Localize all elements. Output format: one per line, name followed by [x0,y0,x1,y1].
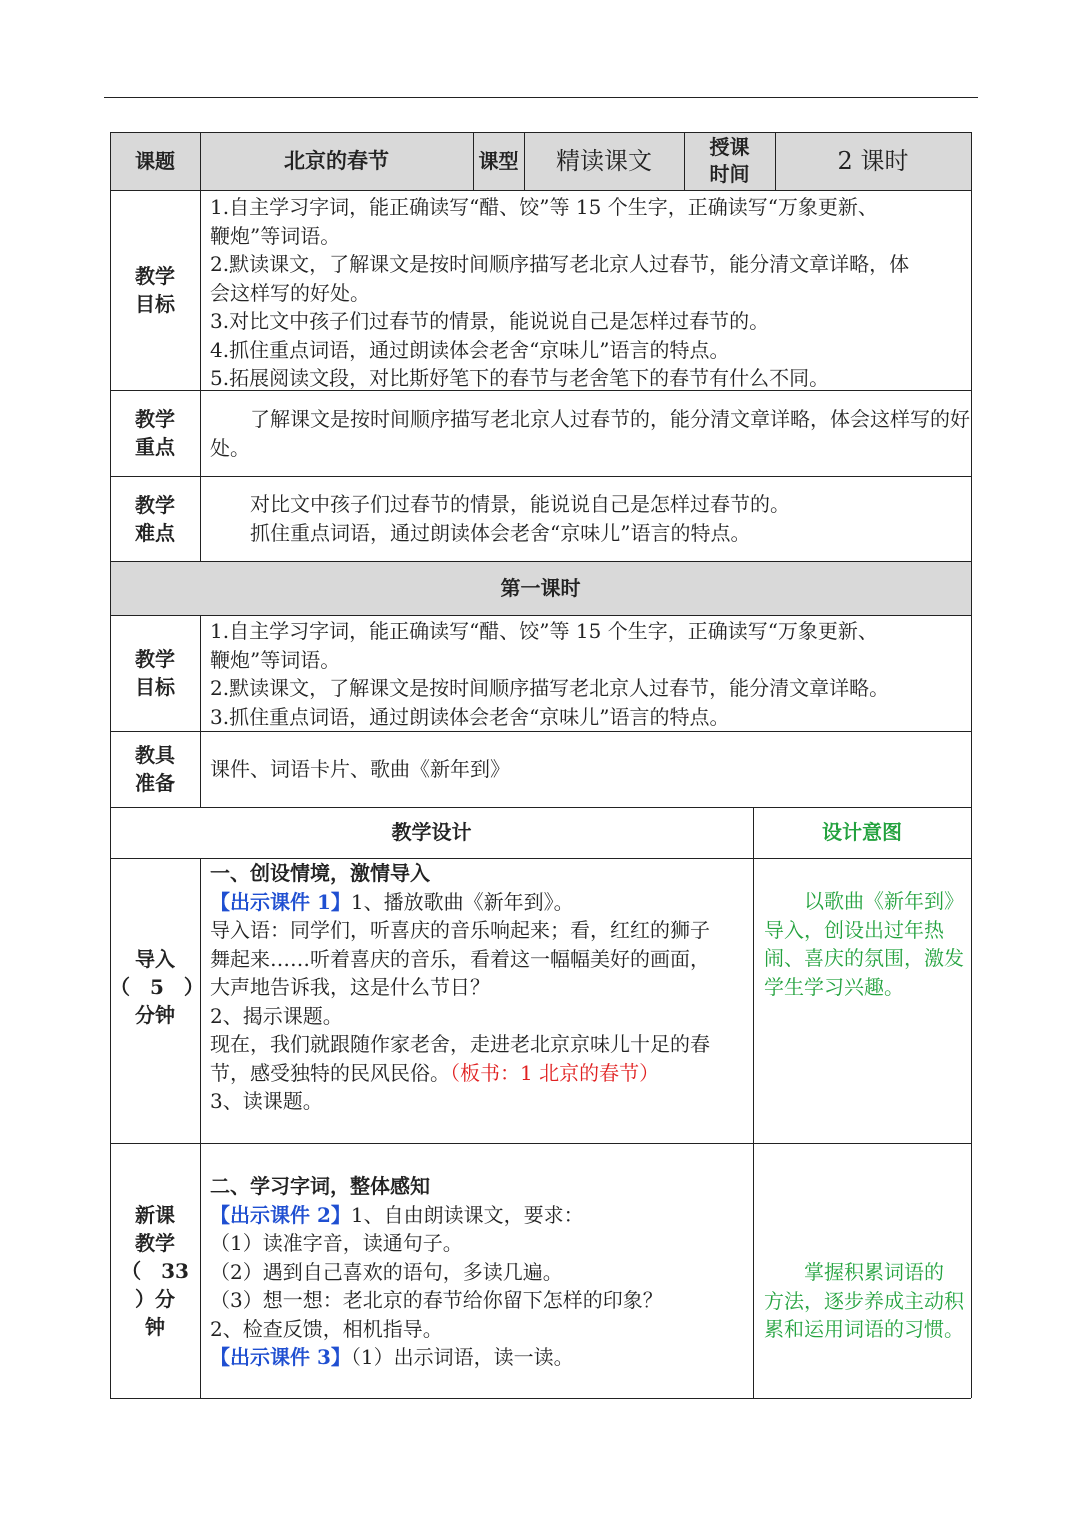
difficulty-line: 抓住重点词语，通过朗读体会老舍“京味儿”语言的特点。 [250,520,751,545]
lesson1-objective-line: 2.默读课文，了解课文是按时间顺序描写老北京人过春节，能分清文章详略。 [210,676,890,700]
table-line [473,132,474,190]
objective-line: 4.抓住重点词语，通过朗读体会老舍“京味儿”语言的特点。 [210,337,730,362]
new-lesson-line [210,1201,755,1230]
intro-label-2: （ 5 ） [110,975,204,999]
new-lesson-title: 二、学习字词，整体感知 [210,1174,430,1198]
objectives-label-2: 目标 [135,292,175,316]
table-line [200,858,201,1398]
intro-title: 一、创设情境，激情导入 [210,861,430,885]
key-points-label [110,390,200,476]
intro-content [210,859,755,1116]
intro-line [210,888,755,917]
table-line [200,132,201,561]
intent-line: 导入，创设出过年热 [764,917,944,942]
lesson1-objectives-label-1: 教学 [135,647,175,671]
new-lesson-line: （3）想一想：老北京的春节给你留下怎样的印象？ [210,1288,663,1312]
intro-line: 舞起来……听着喜庆的音乐，看着这一幅幅美好的画面， [210,946,710,971]
courseware-2-tag: 【出示课件 2】 [210,1202,351,1227]
materials-label-2: 准备 [135,771,175,795]
new-lesson-line-text: （1）出示词语，读一读。 [350,1345,574,1369]
intro-line-text: 节，感受独特的民风民俗。 [210,1060,450,1085]
objective-line: 5.拓展阅读文段，对比斯妤笔下的春节与老舍笔下的春节有什么不同。 [210,366,830,390]
intent-line: 学生学习兴趣。 [764,974,904,999]
table-line [753,807,754,1398]
lesson1-objectives-label [110,615,200,731]
key-points-text: 了解课文是按时间顺序描写老北京人过春节的，能分清文章详略，体会这样写的好处。 [210,407,970,460]
type-label: 课型 [478,149,519,173]
new-lesson-label [110,1201,200,1346]
intro-intent [764,887,974,1001]
new-lesson-label-3: （ 33 [121,1259,189,1283]
intro-line [210,1059,755,1088]
objectives-label [110,190,200,390]
intro-line: 大声地告诉我，这是什么节日？ [210,975,490,999]
time-label-line2: 时间 [709,162,750,186]
topic-value: 北京的春节 [284,148,389,173]
new-lesson-line: （1）读准字音，读通句子。 [210,1231,463,1255]
new-lesson-content [210,1172,755,1372]
topic-label: 课题 [135,149,175,173]
key-points-label-2: 重点 [135,435,175,459]
objectives-label-1: 教学 [135,264,175,288]
new-lesson-line-text: 1、自由朗读课文，要求： [350,1202,584,1227]
lesson1-objective-line: 3.抓住重点词语，通过朗读体会老舍“京味儿”语言的特点。 [210,704,730,729]
objective-line: 2.默读课文，了解课文是按时间顺序描写老北京人过春节，能分清文章详略，体 [210,252,910,276]
table-line [110,190,971,191]
table-line [110,1398,971,1399]
difficulties-label-1: 教学 [135,492,175,517]
new-lesson-label-2: 教学 [135,1231,175,1255]
time-label [684,132,775,192]
lesson1-objectives-label-2: 目标 [135,675,175,699]
table-line [775,132,776,190]
key-points-label-1: 教学 [135,407,175,431]
intent-line: 以歌曲《新年到》 [804,889,964,913]
materials-text: 课件、词语卡片、歌曲《新年到》 [210,757,510,781]
objective-line: 会这样写的好处。 [210,280,370,305]
table-line [110,615,971,616]
design-heading: 教学设计 [391,820,472,844]
lesson1-objective-line: 1.自主学习字词，能正确读写“醋、饺”等 15 个生字，正确读写“万象更新、 [210,619,878,643]
new-lesson-line: 2、检查反馈，相机指导。 [210,1316,443,1341]
new-lesson-line [210,1343,755,1372]
intro-line-text: 1、播放歌曲《新年到》。 [350,889,574,914]
table-line [110,1143,971,1144]
difficulty-line: 对比文中孩子们过春节的情景，能说说自己是怎样过春节的。 [250,492,790,516]
table-line [110,731,971,732]
table-line [110,561,971,562]
page-header-rule [104,97,978,98]
intro-label [110,945,204,1055]
table-line [110,132,111,1398]
difficulties-list [210,490,972,547]
table-line [110,390,971,391]
difficulties-label-2: 难点 [135,520,175,545]
intent-line: 方法，逐步养成主动积 [764,1288,964,1313]
type-value: 精读课文 [556,147,652,175]
materials-label [110,731,200,807]
intro-line: 现在，我们就跟随作家老舍，走进老北京京味儿十足的春 [210,1032,710,1056]
intent-line: 掌握积累词语的 [804,1260,944,1284]
time-value: 2 课时 [837,147,909,175]
difficulties-label [110,476,200,561]
table-line [971,132,972,1398]
objectives-list [210,193,972,393]
new-lesson-label-5: 钟 [145,1315,165,1339]
table-line [684,132,685,190]
table-line [110,807,971,808]
objective-line: 1.自主学习字词，能正确读写“醋、饺”等 15 个生字，正确读写“万象更新、 [210,195,878,219]
table-line [110,858,971,859]
board-note: （板书：1 北京的春节） [450,1060,660,1085]
table-line [524,132,525,190]
table-line [200,615,201,807]
materials-label-1: 教具 [135,743,175,767]
intro-line: 2、揭示课题。 [210,1003,343,1028]
new-lesson-label-4: ）分 [135,1287,175,1311]
objective-line: 3.对比文中孩子们过春节的情景，能说说自己是怎样过春节的。 [210,309,770,333]
lesson1-title: 第一课时 [500,576,581,600]
lesson1-objectives-list [210,617,972,731]
objective-line: 鞭炮”等词语。 [210,223,341,248]
new-lesson-label-1: 新课 [135,1203,175,1227]
courseware-1-tag: 【出示课件 1】 [210,889,351,914]
intent-heading: 设计意图 [822,820,902,844]
courseware-3-tag: 【出示课件 3】 [210,1345,351,1369]
intent-line: 累和运用词语的习惯。 [764,1317,964,1341]
lesson1-objective-line: 鞭炮”等词语。 [210,647,341,672]
intent-line: 闹、喜庆的氛围，激发 [764,946,964,970]
new-lesson-line: （2）遇到自己喜欢的语句，多读几遍。 [210,1259,563,1284]
intro-label-3: 分钟 [135,1003,175,1027]
new-lesson-intent [764,1258,974,1344]
table-line [110,132,971,133]
intro-line: 导入语：同学们，听喜庆的音乐响起来；看，红红的狮子 [210,918,710,942]
intro-label-1: 导入 [135,947,175,971]
table-line [110,476,971,477]
intro-line: 3、读课题。 [210,1089,323,1113]
time-label-line1: 授课 [709,135,750,159]
